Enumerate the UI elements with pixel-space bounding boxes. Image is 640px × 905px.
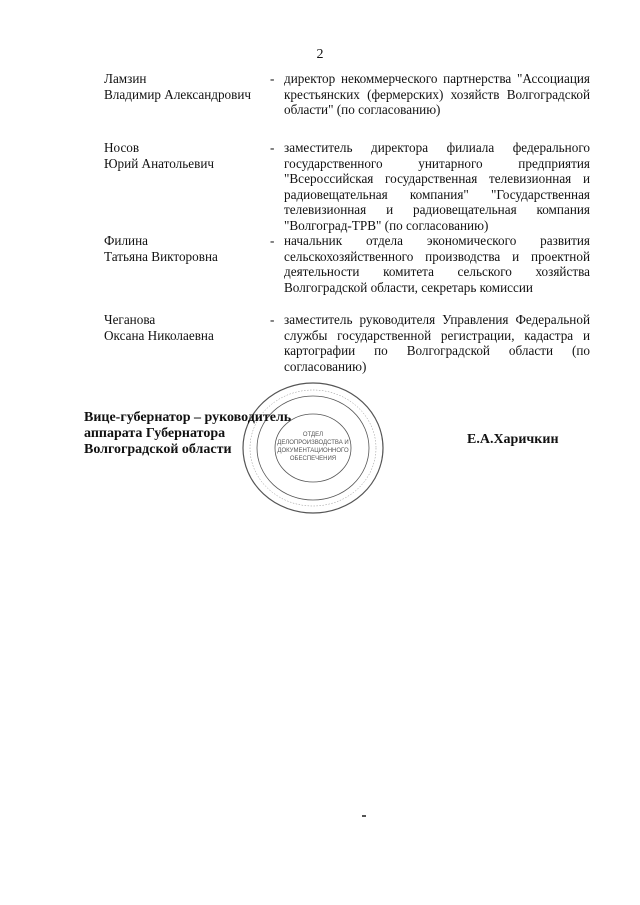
stamp-line: ДОКУМЕНТАЦИОННОГО xyxy=(277,448,349,454)
dash: - xyxy=(270,312,275,327)
dash: - xyxy=(270,140,275,155)
stamp-line: ОТДЕЛ xyxy=(302,432,324,438)
dash: - xyxy=(270,71,275,86)
signatory-title-line: Волгоградской области xyxy=(84,442,232,457)
member-surname: Носов xyxy=(104,140,140,155)
dash: - xyxy=(270,233,275,248)
member-surname: Филина xyxy=(104,233,149,248)
member-role: директор некоммерческого партнерства "Ассоциация крестьянских (фермерских) хозяйств Волгоградской области" (по согласованию) xyxy=(284,71,590,118)
signatory-title xyxy=(84,410,291,458)
member-surname: Чеганова xyxy=(104,312,156,327)
member-name xyxy=(104,71,264,102)
member-role: заместитель руководителя Управления Федеральной службы государственной регистрации, кадастра и картографии по Волгоградской области (по согласованию) xyxy=(284,312,590,374)
member-surname: Ламзин xyxy=(104,71,147,86)
signatory-title-line: Вице-губернатор – руководитель xyxy=(84,410,292,425)
member-role: заместитель директора филиала федерального государственного унитарного предприятия "Всероссийская государственная телевизионная и радиовещательная компания" "Государственная телевизионная и радиовещательная компания "Волгоград-ТРВ" (по согласованию) xyxy=(284,140,590,233)
member-name xyxy=(104,312,264,343)
member-given-name: Оксана Николаевна xyxy=(104,327,214,343)
member-name xyxy=(104,140,264,171)
member-given-name: Юрий Анатольевич xyxy=(104,155,215,171)
signatory-name: Е.А.Харичкин xyxy=(467,432,559,447)
member-role: начальник отдела экономического развития сельскохозяйственного производства и проектной деятельности комитета сельского хозяйства Волгоградской области, секретарь комиссии xyxy=(284,233,590,295)
page-number: 2 xyxy=(316,47,324,62)
scan-speck xyxy=(362,815,366,817)
member-given-name: Владимир Александрович xyxy=(104,86,252,102)
stamp-line: ДЕЛОПРОИЗВОДСТВА И xyxy=(277,440,349,446)
signatory-title-line: аппарата Губернатора xyxy=(84,426,226,441)
member-given-name: Татьяна Викторовна xyxy=(104,248,218,264)
stamp-line: ОБЕСПЕЧЕНИЯ xyxy=(289,456,337,462)
member-name xyxy=(104,233,264,264)
